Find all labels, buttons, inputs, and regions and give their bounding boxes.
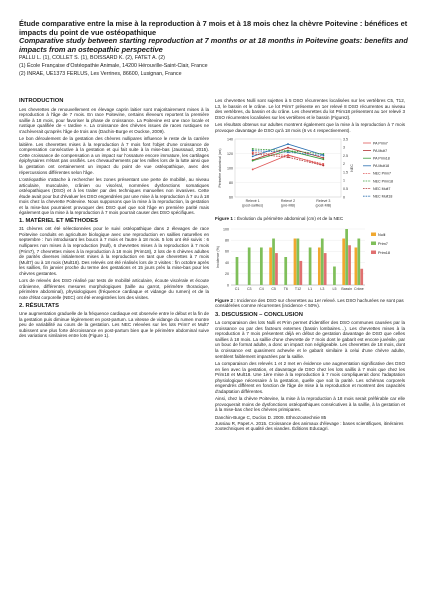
legend-label: Prim18 <box>378 250 391 255</box>
title-english: Comparative study between starting reproduction at 7 months or at 18 months in Poitevine goats: benefits and impacts from an osteopathic perspective <box>19 36 408 54</box>
y-tick-label: 20 <box>225 271 229 276</box>
bar <box>355 247 358 285</box>
x-tick-label: Relevé 1 <box>245 199 260 204</box>
data-point <box>252 150 254 152</box>
x-tick-label: L1 <box>308 286 313 291</box>
x-tick-label: L5 <box>332 286 337 291</box>
legend-label: NEC Mult7 <box>373 187 391 192</box>
bar <box>357 238 360 284</box>
heading-methods: 1. MATÉRIEL ET MÉTHODES <box>19 217 99 224</box>
y-tick-label: 40 <box>225 260 229 265</box>
legend-swatch <box>371 241 376 245</box>
bar <box>318 247 321 285</box>
data-point <box>252 156 254 158</box>
x-tick-label: C3 <box>246 286 252 291</box>
affiliation-2: (2) INRAE, UE1373 FERLUS, Les Verrines, 86600, Lusignan, France <box>19 70 182 77</box>
legend-label: Nulli <box>378 232 386 237</box>
left-column <box>19 98 209 341</box>
figure-2-svg <box>215 225 405 297</box>
y-tick-label: 60 <box>225 249 229 254</box>
intro-paragraph-3: L'ostéopathie s'attache à rechercher les zones présentant une perte de mobilité, au niveau articulaire, musculaire, crânien ou viscéral, nommées dysfonctions somatiques ostéopathiques (DSO) et à les traiter par des techniques manuelles non invasives. Cette étude avait pour but d'évaluer les DSO engendrées par une mise à la reproduction à 7 ou à 18 mois chez la chevrette Poitevine. Nous supposons que la mise à la reproduction, la gestation et la mise-bas pourraient provoquer des DSO quel que soit l'âge en première parité mais également que la mise à la reproduction à 7 mois pourrait causer des DSO spécifiques. <box>19 177 209 216</box>
x-tick-label-detail: (post-saillies) <box>242 203 264 208</box>
data-point <box>322 153 324 155</box>
x-tick-label: C1 <box>234 286 240 291</box>
legend-label: PA Mult18 <box>373 164 390 169</box>
x-tick-label: Relevé 3 <box>316 199 331 204</box>
bar <box>284 257 287 285</box>
data-point <box>252 153 254 155</box>
legend-label: PA Prim18 <box>373 156 390 161</box>
intro-paragraph-1: Les chevrettes de renouvellement en élevage caprin laitier sont majoritairement mises à la reproduction à l'âge de 7 mois. En race Poitevine, certains éleveurs reportent la première saillie à 18 mois, pour favoriser la phase de croissance. La Poitevine est une race locale et rustique qualifiée de « tardive ». La croissance des chèvres issues de races rustiques ne s'achèverait qu'après l'âge de trois ans (Dachin-Burge et Ouckse, 2009). <box>19 106 209 134</box>
y-left-tick-label: 60 <box>229 195 233 200</box>
y-right-tick-label: 0.5 <box>343 187 348 192</box>
discussion-paragraph-1: La comparaison des lots Nulli et Prim permet d'identifier des DSO communes causées par la croissance ou par des facteurs externes (bassin lombaires…). Les chevrettes mises à la reproduction à 7 mois présentent déjà en début de gestation davantage de DSO que celles saillies à 18 mois. La saillie d'une chevrette de 7 mois dont le gabarit est encore juvénile, par un bouc de format adulte, a donc un impact non négligeable. Les chevrettes de 18 mois, dont la croissance est quasiment achevée et le gabarit similaire à celui d'une chèvre adulte, semblent faiblement impactées par la saillie. <box>215 320 405 359</box>
legend-label: NEC Prim7 <box>373 171 391 176</box>
x-tick-label: Relevé 2 <box>280 199 296 204</box>
y-tick-label: 100 <box>223 227 229 232</box>
bar <box>321 238 324 284</box>
x-tick-label: T12 <box>294 286 302 291</box>
authors: PALLU L. (1), COLLET S. (1), BOISSARD K. (2), FATET A. (2) <box>19 55 165 62</box>
y-left-tick-label: 100 <box>227 166 233 171</box>
y-right-axis-label: NEC <box>350 164 354 173</box>
figure-1-caption-text: Évolution du périmètre abdominal (cm) et de la NEC <box>236 216 344 222</box>
y-tick-label: 80 <box>225 238 229 243</box>
bar <box>272 238 275 284</box>
x-tick-label-detail: (pré-MB) <box>280 203 296 208</box>
y-left-tick-label: 120 <box>227 152 233 157</box>
bar <box>299 261 302 285</box>
bar <box>309 247 312 285</box>
y-right-tick-label: 2.5 <box>343 154 348 159</box>
intro-paragraph-2: Le bon déroulement de la gestation des chèvres nullipares influence le reste de la carrière laitière. Les chevrettes mises à la reproduction à 7 mois font l'objet d'une croissance de compensation consécutive à la gestation et qui fait suite à la mise-bas (Jaussaud, 2015). Cette croissance de compensation a un impact sur l'ossature encore immature, les cartilages épiphysaires n'étant pas ossifiés. Les chevauchements par les milles lors de la lutte ainsi que la gestation ont certainement un impact du point de vue ostéopathique, avec des répercussions différentes selon l'âge. <box>19 136 209 175</box>
legend-label: PA Mult7 <box>373 149 388 154</box>
figure-1-chart <box>215 135 405 215</box>
x-tick-label: C4 <box>259 286 264 291</box>
x-tick-label-detail: (post-MB) <box>315 203 332 208</box>
y-right-tick-label: 1.5 <box>343 170 348 175</box>
legend-label: Prim7 <box>378 241 388 246</box>
heading-results: 2. RÉSULTATS <box>19 302 59 309</box>
right-column <box>215 98 405 432</box>
figure-2-chart <box>215 225 405 297</box>
bar <box>248 247 251 285</box>
affiliation-1: (1) École Française d'Ostéopathie Animale, 14200 Hérouville-Saint-Clair, France <box>19 62 208 69</box>
y-right-tick-label: 1 <box>343 179 345 184</box>
y-right-tick-label: 3 <box>343 145 345 150</box>
data-point <box>287 143 289 145</box>
data-point <box>252 148 254 150</box>
figure-1-svg <box>215 135 405 215</box>
x-tick-label: C5 <box>271 286 276 291</box>
heading-introduction: INTRODUCTION <box>19 98 64 104</box>
discussion-paragraph-3: Ainsi, chez la chèvre Poitevine, la mise à la reproduction à 18 mois serait préférable car elle provoquerait moins de dysfonctions ostéopathiques consécutives à la saillie, à la gestation et à la mise-bas chez les chèvres primipares. <box>215 396 405 413</box>
y-left-axis-label: Périmètre abdominal (cm) <box>218 148 222 188</box>
bar <box>275 253 278 285</box>
discussion-paragraph-2: La comparaison des relevés 1 et 2 met en évidence une augmentation significative des DSO en lien avec la gestation, et davantage de DSO chez les lots saillis à 7 mois que chez les Prim18 et Mult18. Une 1ère mise à la reproduction à 7 mois compliquerait donc l'adaptation physiologique nécessaire à la gestation, quelle que soit la parité. Les schémas corporels engendrés diffèrent en fonction de l'âge de mise à la reproduction et montrent des capacités d'adaptation différentes. <box>215 361 405 394</box>
bar <box>324 253 327 285</box>
data-point <box>287 150 289 152</box>
x-tick-label: L3 <box>320 286 325 291</box>
y-left-tick-label: 140 <box>227 137 233 142</box>
y-tick-label: 0 <box>227 283 229 288</box>
bar <box>342 238 345 284</box>
y-right-tick-label: 3.5 <box>343 137 348 142</box>
figure-2-caption-label: Figure 2 : <box>215 297 236 303</box>
data-point <box>322 155 324 157</box>
bar <box>333 266 336 284</box>
data-point <box>322 163 324 165</box>
legend-label: NEC Prim18 <box>373 179 393 184</box>
bar <box>348 245 351 285</box>
data-point <box>287 147 289 149</box>
data-point <box>287 152 289 154</box>
data-point <box>322 165 324 167</box>
data-point <box>252 152 254 154</box>
bar <box>297 238 300 284</box>
figure-1-caption-label: Figure 1 : <box>215 216 236 222</box>
bar <box>294 238 297 284</box>
data-point <box>287 157 289 159</box>
y-right-tick-label: 0 <box>343 195 345 200</box>
data-point <box>322 159 324 161</box>
reference-1: Danchin-Burge C, Duclos D. 2009. Ethnozootechnie 85 <box>215 415 327 421</box>
figure-2-caption <box>215 298 405 309</box>
bar <box>269 247 272 285</box>
results-paragraph-1: Une augmentation graduelle de la fréquence cardiaque est observée entre le début et la fin de la gestation puis diminue légèrement en post-partum. La vitesse de vidange du rumen montre peu de variabilité au cours de la gestation. Les NEC relevées sur les lots Prim7 et Mult7 subissent une plus forte décroissance en post-partum bien que le périmètre abdominal suive des variations similaires entre lots (Figure 1). <box>19 311 209 339</box>
methods-paragraph-1: 31 chèvres ont été sélectionnées pour le suivi ostéopathique dans 2 élevages de race Poitevine conduits en agriculture biologique avec une reproduction en saillies naturelles en septembre : l'un introduisant les boucs à 7 mois et l'autre à 18 mois. 5 lots ont été suivis : 6 nullipares non mises à la reproduction (Null), 6 chevrettes mises à la reproduction à 7 mois (Prim7), 7 chevrettes mises à la reproduction à 18 mois (Prim18), 2 lots de 6 chèvres adultes de parités diverses initialement mises à la reproduction en tant que chevrettes à 7 mois (Mult7) ou à 18 mois (Mult18). Des relevés ont été réalisés lors de 3 visites : fin octobre après les saillies, fin janvier proche du terme des gestations et 15 jours près la mise-bas pour les chèvres gestantes. <box>19 226 209 276</box>
bar <box>236 257 239 285</box>
y-left-tick-label: 80 <box>229 181 233 186</box>
x-tick-label: T6 <box>283 286 288 291</box>
reference-2: Jussiau R, Papet A. 2015. Croissance des animaux d'élevage : bases scientifiques, itinéraires zootechniques et qualité des viandes. Éditions Educagri. <box>215 420 404 432</box>
figure-1-caption <box>215 216 405 222</box>
bar <box>360 269 363 285</box>
x-tick-label: Bassin <box>341 286 353 291</box>
y-right-tick-label: 2 <box>343 162 345 167</box>
results-paragraph-3: Les résultats obtenus sur adultes montrent également que la mise à la reproduction à 7 mois provoque davantage de DSO qu'à 18 mois (6 vs 4 respectivement). <box>215 122 405 133</box>
heading-discussion: 3. DISCUSSION – CONCLUSION <box>215 311 303 318</box>
bar <box>345 229 348 285</box>
data-point <box>252 169 254 171</box>
legend-swatch <box>371 232 376 236</box>
legend-swatch <box>371 250 376 254</box>
title-french: Étude comparative entre la mise à la reproduction à 7 mois et à 18 mois chez la chèvre Poitevine : bénéfices et impacts du point de vue ostéopathique <box>19 19 408 37</box>
methods-paragraph-2: Lors de relevés des DSO réalisé par tests de mobilité articulaire, écoute viscérale et écoute crânienne, différentes mesures morphologiques (taille au garrot, périmètre thoracique, périmètre abdominal), physiologiques (fréquence cardiaque et vidange du rumen) et de la note d'état corporelle (NEC) ont été enregistrées lors des visites. <box>19 278 209 300</box>
bar <box>260 247 263 285</box>
legend-label: PA Prim7 <box>373 141 388 146</box>
figure-2-caption-text: Incidence des DSO sur chevrettes au 1er relevé. Les DSO hachurées ne sont pas considérées comme récurrentes (incidence < 50%). <box>215 297 404 309</box>
x-tick-label: Crâne <box>354 286 364 291</box>
data-point <box>287 155 289 157</box>
y-axis-label: Incidence (%) <box>216 245 220 268</box>
legend-label: NEC Mult18 <box>373 194 393 199</box>
results-paragraph-2: Les chevrettes Nulli sont sujettes à 5 DSO récurrentes localisées sur les vertèbres C5, T12, L3, le bassin et le crâne. Le lot Prim7 présente en 1er relevé 8 DSO récurrentes au niveau des vertèbres, du bassin et du crâne. Les chevrettes du lot Prim18 présentent au 1er relevé 3 DSO récurrentes localisées sur les vertèbres et le bassin (Figure2). <box>215 98 405 120</box>
data-point <box>252 160 254 162</box>
header <box>19 20 409 77</box>
